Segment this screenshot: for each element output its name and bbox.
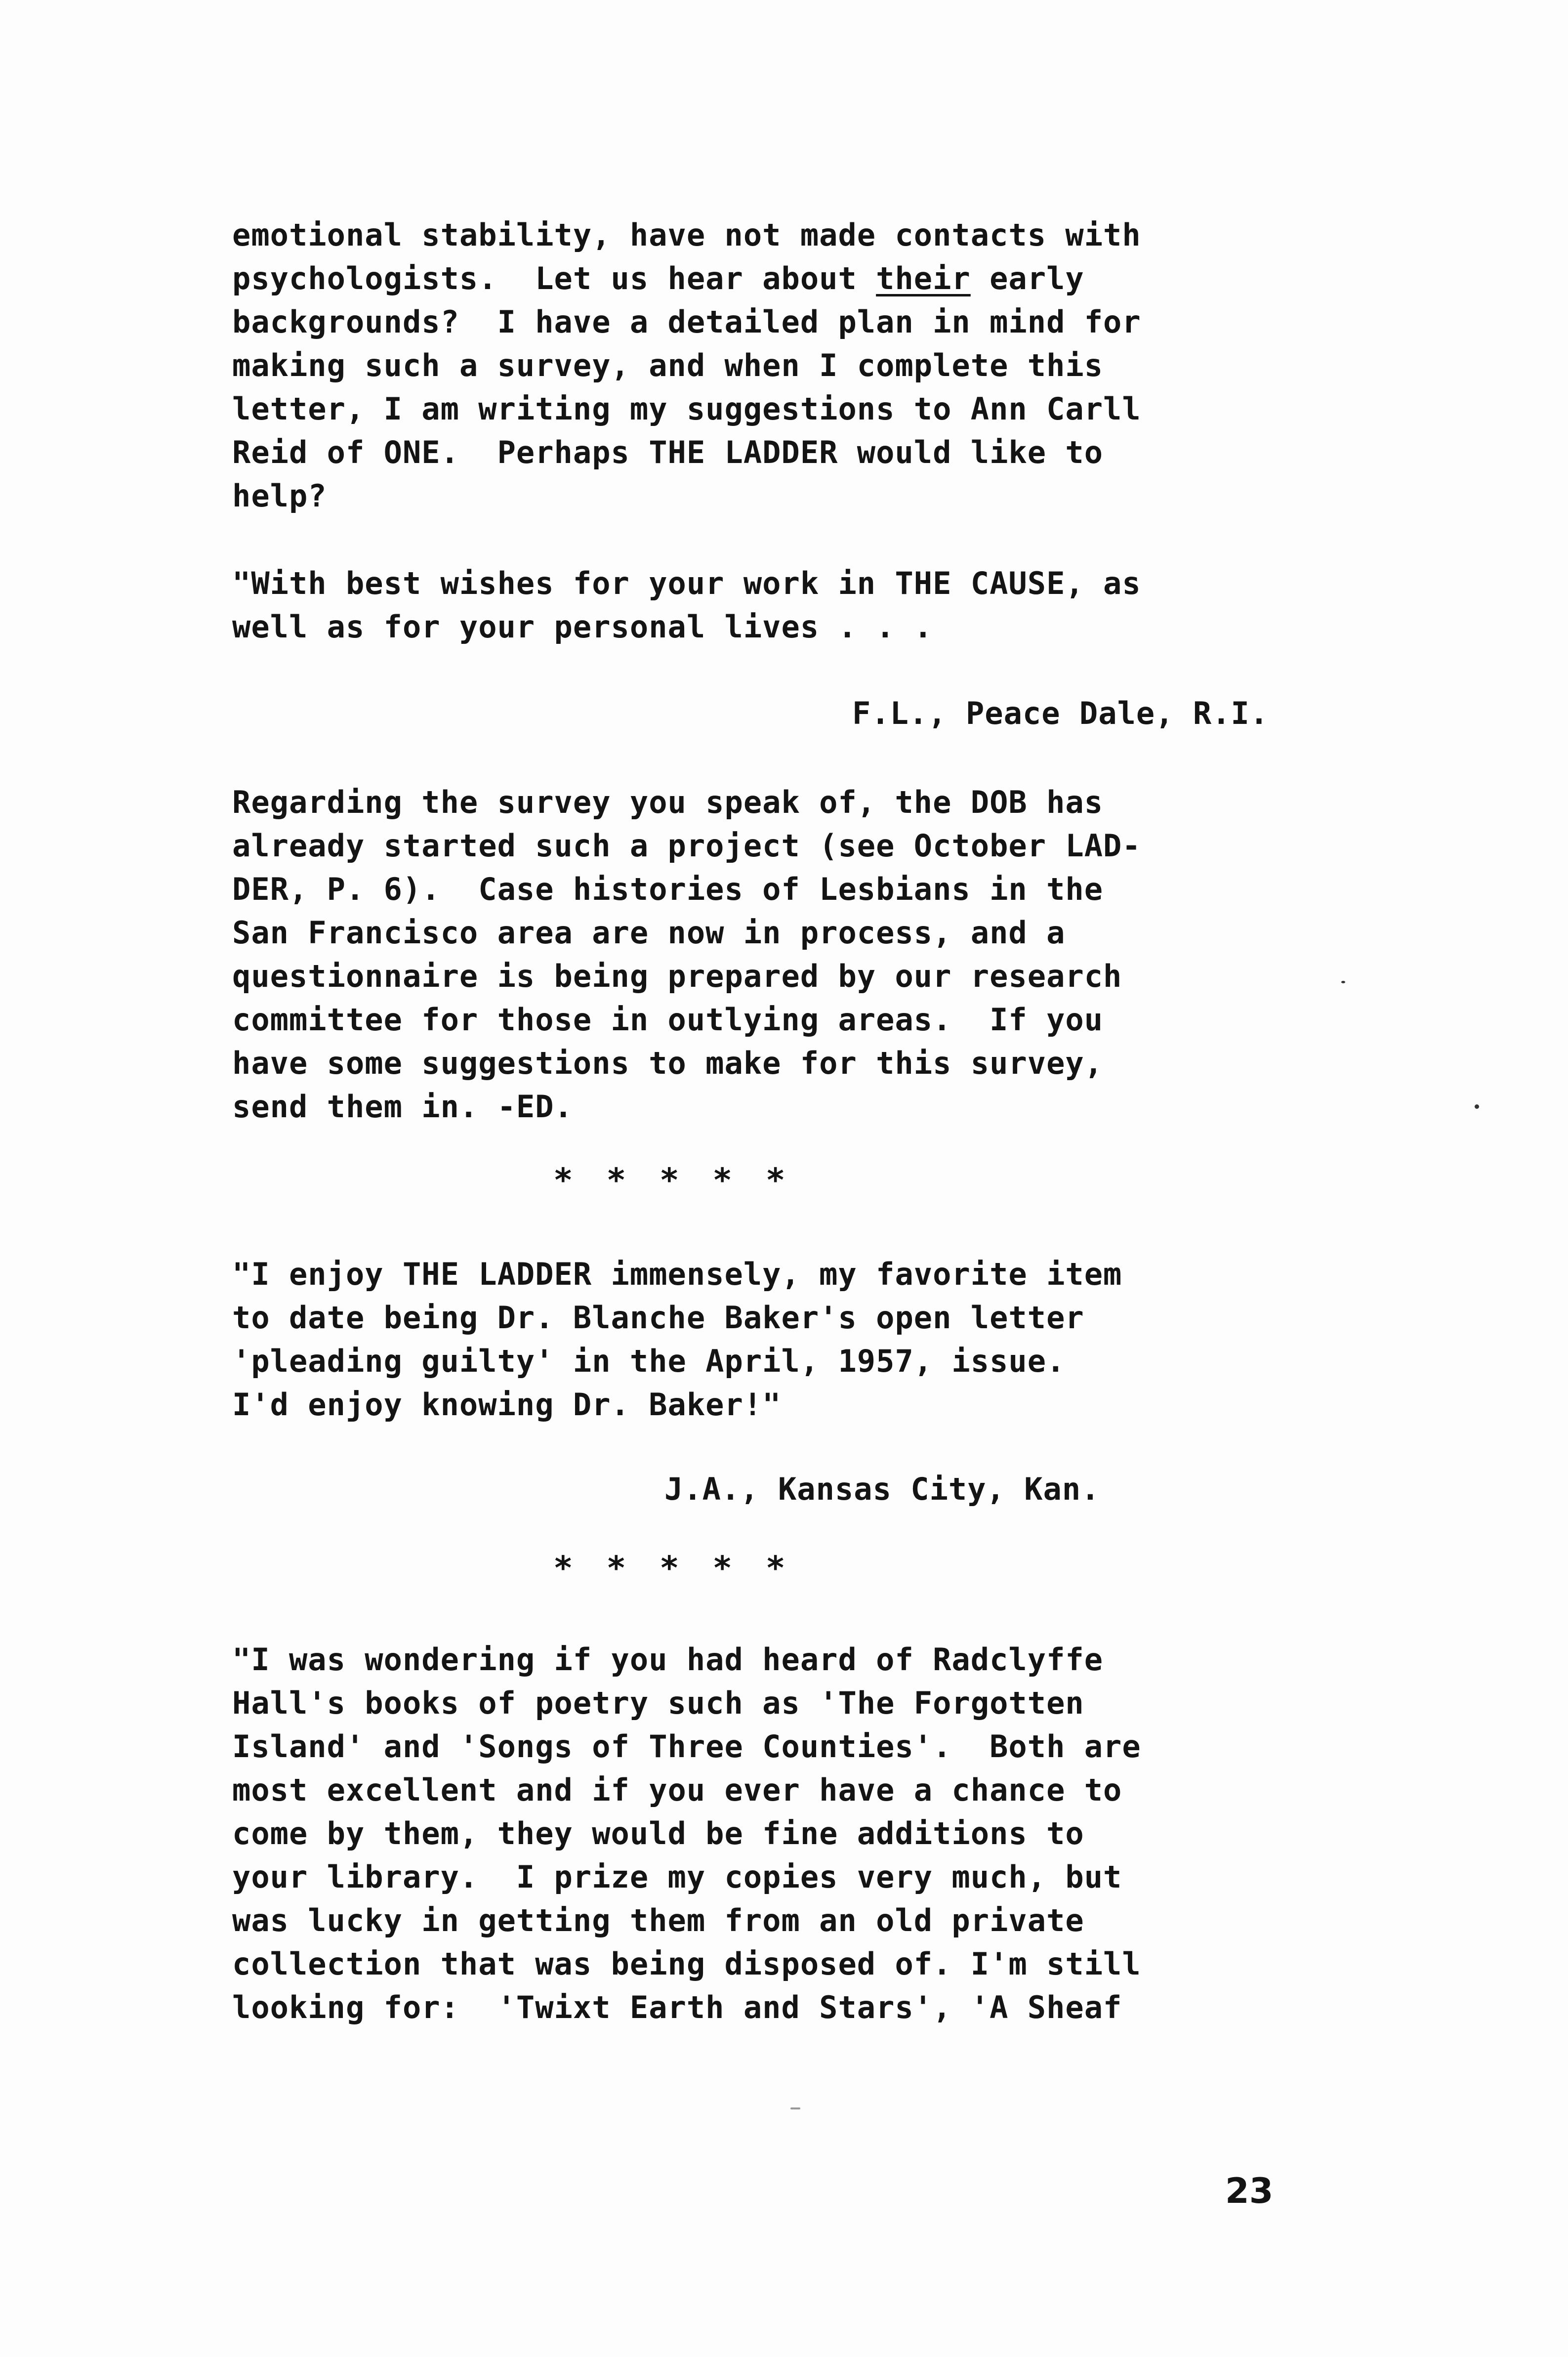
text-line: send them in. -ED. — [232, 1089, 573, 1125]
text-line: collection that was being disposed of. I'm still — [232, 1946, 1141, 1982]
text-line: "I enjoy THE LADDER immensely, my favorite item — [232, 1256, 1122, 1292]
section-separator: * * * * * — [553, 1161, 792, 1199]
text-line: "I was wondering if you had heard of Radclyffe — [232, 1641, 1104, 1678]
text-line: well as for your personal lives . . . — [232, 609, 933, 645]
underlined-word: their — [876, 260, 971, 296]
scan-speck — [790, 2107, 800, 2109]
text-line: I'd enjoy knowing Dr. Baker!" — [232, 1387, 782, 1423]
scan-speck — [1475, 1104, 1479, 1109]
page-number: 23 — [1225, 2171, 1274, 2211]
text-line: was lucky in getting them from an old private — [232, 1902, 1084, 1938]
text-line: making such a survey, and when I complete this — [232, 347, 1104, 383]
text-line: Island' and 'Songs of Three Counties'. Both are — [232, 1728, 1141, 1765]
text-line: emotional stability, have not made contacts with — [232, 217, 1141, 253]
text-line: help? — [232, 478, 327, 514]
text-line: your library. I prize my copies very much, but — [232, 1859, 1122, 1895]
text-line: Regarding the survey you speak of, the DOB has — [232, 784, 1104, 820]
signature-ja: J.A., Kansas City, Kan. — [664, 1471, 1100, 1507]
section-separator: * * * * * — [553, 1549, 792, 1587]
text-fragment: early — [970, 260, 1084, 296]
text-fragment: psychologists. Let us hear about — [232, 260, 876, 296]
text-line: Hall's books of poetry such as 'The Forgotten — [232, 1685, 1084, 1721]
text-line: come by them, they would be fine additions to — [232, 1815, 1084, 1852]
text-line: looking for: 'Twixt Earth and Stars', 'A Sheaf — [232, 1989, 1122, 2025]
text-line: "With best wishes for your work in THE CAUSE, as — [232, 565, 1141, 601]
text-line: most excellent and if you ever have a chance to — [232, 1772, 1122, 1808]
text-line: Reid of ONE. Perhaps THE LADDER would like to — [232, 434, 1104, 470]
text-line: committee for those in outlying areas. If you — [232, 1002, 1104, 1038]
text-line: to date being Dr. Blanche Baker's open letter — [232, 1300, 1084, 1336]
letter-ja — [232, 1253, 1339, 1427]
letter-radclyffe-hall — [232, 1638, 1339, 2029]
editor-reply — [232, 781, 1339, 1129]
scan-speck — [1341, 981, 1345, 983]
text-line: 'pleading guilty' in the April, 1957, issue. — [232, 1343, 1066, 1379]
text-line: have some suggestions to make for this survey, — [232, 1045, 1104, 1081]
letter-continued-paragraph — [232, 213, 1339, 518]
letter-closing — [232, 562, 1339, 649]
signature-fl: F.L., Peace Dale, R.I. — [852, 695, 1269, 731]
text-line — [232, 257, 1339, 300]
text-line: already started such a project (see October LAD- — [232, 828, 1141, 864]
text-line: backgrounds? I have a detailed plan in mind for — [232, 304, 1141, 340]
text-line: DER, P. 6). Case histories of Lesbians in the — [232, 871, 1104, 907]
text-line: letter, I am writing my suggestions to Ann Carll — [232, 391, 1141, 427]
text-line: San Francisco area are now in process, and a — [232, 915, 1066, 951]
text-line: questionnaire is being prepared by our research — [232, 958, 1122, 994]
